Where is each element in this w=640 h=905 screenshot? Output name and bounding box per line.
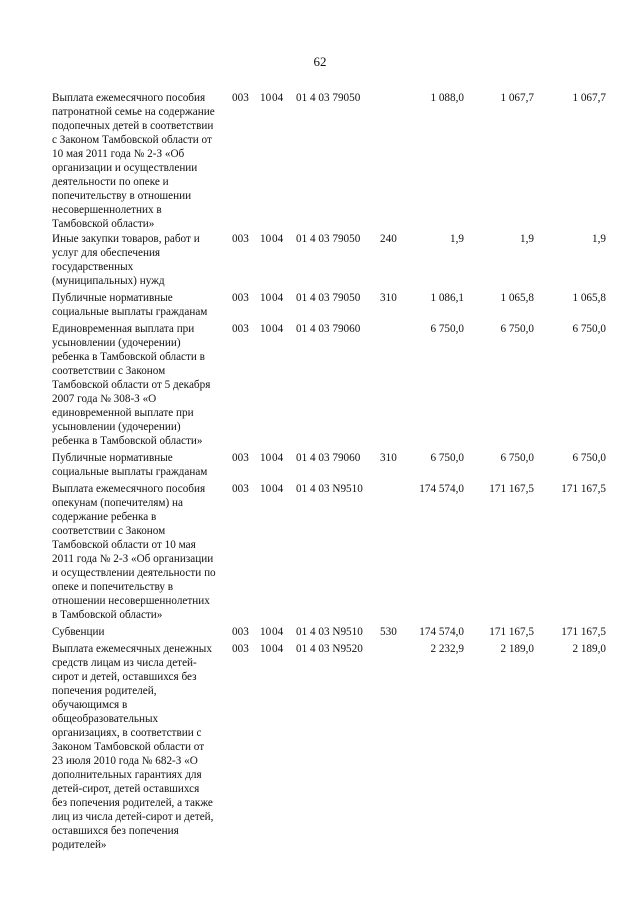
target-article-code: 01 4 03 79050 bbox=[296, 233, 361, 245]
amount-year-1: 174 574,0 bbox=[419, 483, 464, 495]
ved-code: 003 bbox=[232, 483, 249, 495]
amount-year-3: 6 750,0 bbox=[572, 452, 606, 464]
amount-year-2: 1 067,7 bbox=[500, 92, 534, 104]
amount-year-1: 1 088,0 bbox=[430, 92, 464, 104]
ved-code: 003 bbox=[232, 92, 249, 104]
row-description: Выплата ежемесячных денежных средств лицам из числа детей- сирот и детей, оставшихся без попечения родителей, обучающимся в общеобразовательных организациях, в соответствии с Законом Тамбовской области от 23 июля 2010 года № 682-З «О дополнительных гарантиях для детей-сирот, детей оставшихся без попечения родителей, а также лиц из числа детей-сирот и детей, оставшихся без попечения родителей» bbox=[52, 643, 214, 851]
amount-year-2: 1 065,8 bbox=[500, 292, 534, 304]
amount-year-1: 1 086,1 bbox=[430, 292, 464, 304]
subsection-code: 04 bbox=[272, 452, 284, 464]
amount-year-2: 171 167,5 bbox=[489, 626, 534, 638]
row-description: Публичные нормативные социальные выплаты гражданам bbox=[52, 452, 208, 478]
amount-year-1: 2 232,9 bbox=[430, 643, 464, 655]
row-description: Единовременная выплата при усыновлении (удочерении) ребенка в Тамбовской области в соответствии с Законом Тамбовской области от 5 декабря 2007 года № 308-З «О единовременной выплате при усыновлении (удочерении) ребенка в Тамбовской области» bbox=[52, 323, 211, 447]
amount-year-3: 1 067,7 bbox=[572, 92, 606, 104]
amount-year-1: 6 750,0 bbox=[430, 452, 464, 464]
subsection-code: 04 bbox=[272, 483, 284, 495]
amount-year-3: 6 750,0 bbox=[572, 323, 606, 335]
amount-year-3: 171 167,5 bbox=[561, 483, 606, 495]
section-code: 10 bbox=[260, 323, 272, 335]
row-description: Выплата ежемесячного пособия патронатной семье на содержание подопечных детей в соответствии с Законом Тамбовской области от 10 мая 2011 года № 2-З «Об организации и осуществлении деятельности по опеке и попечительству в отношении несовершеннолетних в Тамбовской области» bbox=[52, 92, 215, 230]
section-code: 10 bbox=[260, 452, 272, 464]
amount-year-2: 2 189,0 bbox=[500, 643, 534, 655]
amount-year-2: 6 750,0 bbox=[500, 323, 534, 335]
subsection-code: 04 bbox=[272, 323, 284, 335]
ved-code: 003 bbox=[232, 452, 249, 464]
amount-year-2: 6 750,0 bbox=[500, 452, 534, 464]
amount-year-3: 1 065,8 bbox=[572, 292, 606, 304]
subsection-code: 04 bbox=[272, 292, 284, 304]
ved-code: 003 bbox=[232, 323, 249, 335]
amount-year-1: 1,9 bbox=[450, 233, 464, 245]
amount-year-1: 174 574,0 bbox=[419, 626, 464, 638]
section-code: 10 bbox=[260, 483, 272, 495]
section-code: 10 bbox=[260, 626, 272, 638]
amount-year-1: 6 750,0 bbox=[430, 323, 464, 335]
target-article-code: 01 4 03 N9510 bbox=[296, 483, 363, 495]
ved-code: 003 bbox=[232, 626, 249, 638]
section-code: 10 bbox=[260, 233, 272, 245]
target-article-code: 01 4 03 N9520 bbox=[296, 643, 363, 655]
amount-year-3: 171 167,5 bbox=[561, 626, 606, 638]
section-code: 10 bbox=[260, 643, 272, 655]
section-code: 10 bbox=[260, 92, 272, 104]
target-article-code: 01 4 03 79050 bbox=[296, 292, 361, 304]
section-code: 10 bbox=[260, 292, 272, 304]
ved-code: 003 bbox=[232, 292, 249, 304]
ved-code: 003 bbox=[232, 233, 249, 245]
subsection-code: 04 bbox=[272, 233, 284, 245]
row-description: Субвенции bbox=[52, 626, 105, 638]
ved-code: 003 bbox=[232, 643, 249, 655]
expense-type-code: 310 bbox=[380, 292, 397, 304]
expense-type-code: 530 bbox=[380, 626, 397, 638]
row-description: Выплата ежемесячного пособия опекунам (попечителям) на содержание ребенка в соответствии с Законом Тамбовской области от 10 мая 2011 года № 2-З «Об организации и осуществлении деятельности по опеке и попечительству в отношении несовершеннолетних в Тамбовской области» bbox=[52, 483, 216, 621]
target-article-code: 01 4 03 79060 bbox=[296, 452, 361, 464]
amount-year-3: 2 189,0 bbox=[572, 643, 606, 655]
expense-type-code: 240 bbox=[380, 233, 397, 245]
subsection-code: 04 bbox=[272, 92, 284, 104]
row-description: Иные закупки товаров, работ и услуг для обеспечения государственных (муниципальных) нужд bbox=[52, 233, 200, 287]
amount-year-3: 1,9 bbox=[592, 233, 606, 245]
row-description: Публичные нормативные социальные выплаты гражданам bbox=[52, 292, 208, 318]
amount-year-2: 171 167,5 bbox=[489, 483, 534, 495]
target-article-code: 01 4 03 79060 bbox=[296, 323, 361, 335]
page-number: 62 bbox=[313, 54, 327, 69]
amount-year-2: 1,9 bbox=[520, 233, 534, 245]
target-article-code: 01 4 03 79050 bbox=[296, 92, 361, 104]
expense-type-code: 310 bbox=[380, 452, 397, 464]
subsection-code: 04 bbox=[272, 643, 284, 655]
target-article-code: 01 4 03 N9510 bbox=[296, 626, 363, 638]
subsection-code: 04 bbox=[272, 626, 284, 638]
